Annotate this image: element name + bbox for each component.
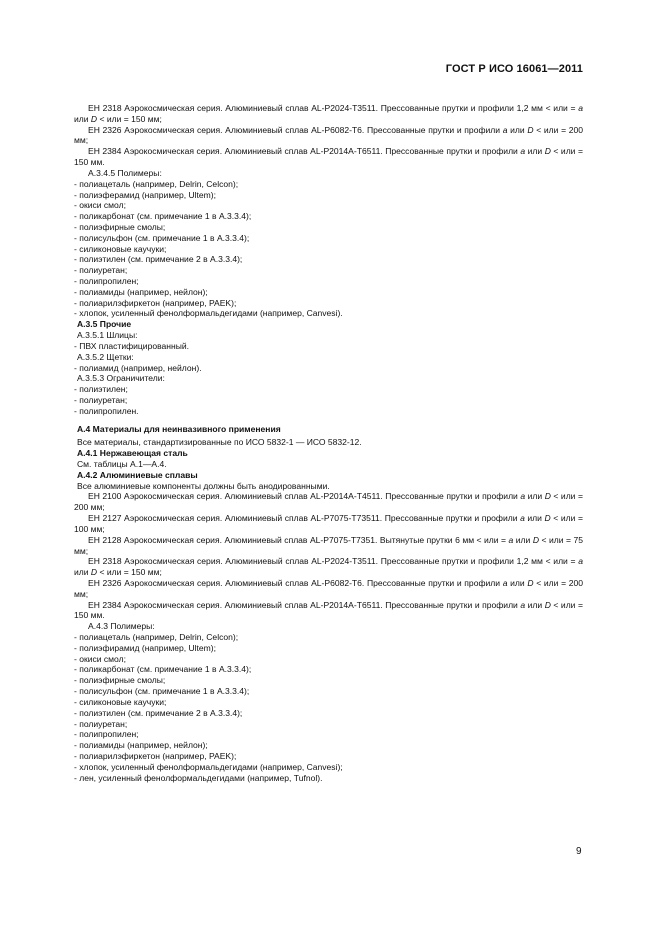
list-item: - силиконовые каучуки; [74,243,167,254]
list-item: - полипропилен; [74,276,139,286]
list-item: - полипропилен. [74,405,139,416]
list-item: - полисульфон (см. примечание 1 в А.3.3.4); [74,232,250,243]
alloy-paragraph: ЕН 2127 Аэрокосмическая серия. Алюминиевый сплав AL-P7075-T73511. Прессованные прутки и профили а или D < или = 100 мм; [74,513,583,534]
page-number: 9 [576,846,582,857]
alloy-paragraph: ЕН 2128 Аэрокосмическая серия. Алюминиевый сплав AL-P7075-T7351. Вытянутые прутки 6 мм < или = а или D < или = 75 мм; [74,534,583,556]
subsection-heading: А.4.1 Нержавеющая сталь [77,448,188,459]
list-item: - полиамиды (например, нейлон); [74,286,208,297]
list-item: - полиарилэфиркетон (например, PAEK); [74,750,237,761]
subsection-title: А.3.5.1 Шлицы: [77,330,138,341]
paragraph: Все материалы, стандартизированные по ИСО 5832-1 — ИСО 5832-12. [77,437,362,448]
paragraph: Все алюминиевые компоненты должны быть анодированными. [77,480,330,491]
list-item: - полиацеталь (например, Delrin, Celcon); [74,632,239,642]
item-list [74,341,583,352]
list-item: - хлопок, усиленный фенолформальдегидами (например, Canvesi). [74,308,343,319]
section-heading: А.4 Материалы для неинвазивного применения [77,423,281,434]
subsection-title: А.4.3 Полимеры: [88,621,155,632]
list-item: - полисульфон (см. примечание 1 в А.3.3.4); [74,686,250,697]
list-item: - полиэтилен; [74,384,128,395]
alloy-paragraph: ЕН 2384 Аэрокосмическая серия. Алюминиевый сплав AL-P2014A-T6511. Прессованные прутки и профили а или D < или = 150 мм. [74,146,583,168]
alloy-paragraph: ЕН 2318 Аэрокосмическая серия. Алюминиевый сплав AL-P2024-T3511. Прессованные прутки и профили 1,2 мм < или = а или D < или = 150 мм; [74,103,583,124]
list-item: - полиамиды (например, нейлон); [74,740,208,751]
list-item: - полиацеталь (например, Delrin, Celcon); [74,178,239,189]
list-item: - хлопок, усиленный фенолформальдегидами (например, Canvesi); [74,761,343,772]
alloy-paragraph: ЕН 2100 Аэрокосмическая серия. Алюминиевый сплав AL-P2014A-T4511. Прессованные прутки и профили а или D < или = 200 мм; [74,491,583,513]
subsection-title: А.3.5.2 Щетки: [77,351,134,362]
paragraph: См. таблицы А.1—А.4. [77,459,167,469]
subsection-heading: А.4.2 Алюминиевые сплавы [77,469,198,480]
section-title: А.3.4.5 Полимеры: [88,167,162,178]
alloy-paragraph: ЕН 2384 Аэрокосмическая серия. Алюминиевый сплав AL-P2014A-T6511. Прессованные прутки и профили а или D < или = 150 мм. [74,599,583,621]
list-item: - ПВХ пластифицированный. [74,340,190,351]
alloy-paragraph: ЕН 2326 Аэрокосмическая серия. Алюминиевый сплав AL-P6082-T6. Прессованные прутки и профили а или D < или = 200 мм; [74,577,583,599]
section-heading: А.3.5 Прочие [77,319,132,330]
item-list [74,384,583,416]
alloy-paragraph: ЕН 2318 Аэрокосмическая серия. Алюминиевый сплав AL-P2024-T3511. Прессованные прутки и профили 1,2 мм < или = а или D < или = 150 мм; [74,556,583,578]
item-list [74,363,583,374]
polymer-list [74,179,583,320]
document-header: ГОСТ Р ИСО 16061—2011 [445,63,583,75]
list-item: - полиуретан; [74,394,128,405]
alloy-paragraph: ЕН 2326 Аэрокосмическая серия. Алюминиевый сплав AL-P6082-T6. Прессованные прутки и профили а или D < или = 200 мм; [74,124,583,146]
list-item: - окиси смол; [74,200,126,211]
list-item: - лен, усиленный фенолформальдегидами (например, Tufnol). [74,772,323,783]
list-item: - окиси смол; [74,653,126,664]
list-item: - полиэфирные смолы; [74,221,166,232]
list-item: - силиконовые каучуки; [74,696,167,707]
list-item: - полиэферамид (например, Ultem); [74,189,216,200]
list-item: - полиамид (например, нейлон). [74,362,202,373]
page-content [74,103,583,783]
list-item: - полиуретан; [74,718,128,729]
list-item: - полиуретан; [74,265,128,276]
list-item: - полиарилэфиркетон (например, PAEK); [74,297,237,308]
list-item: - полиэтилен (см. примечание 2 в А.3.3.4); [74,707,243,718]
list-item: - поликарбонат (см. примечание 1 в А.3.3.4); [74,664,252,675]
list-item: - полиэтилен (см. примечание 2 в А.3.3.4); [74,254,243,265]
list-item: - поликарбонат (см. примечание 1 в А.3.3.4); [74,211,252,222]
list-item: - полиэфирные смолы; [74,675,166,686]
polymer-list [74,632,583,783]
list-item: - полипропилен; [74,729,139,740]
list-item: - полиэфирамид (например, Ultem); [74,642,217,653]
subsection-title: А.3.5.3 Ограничители: [77,373,165,384]
